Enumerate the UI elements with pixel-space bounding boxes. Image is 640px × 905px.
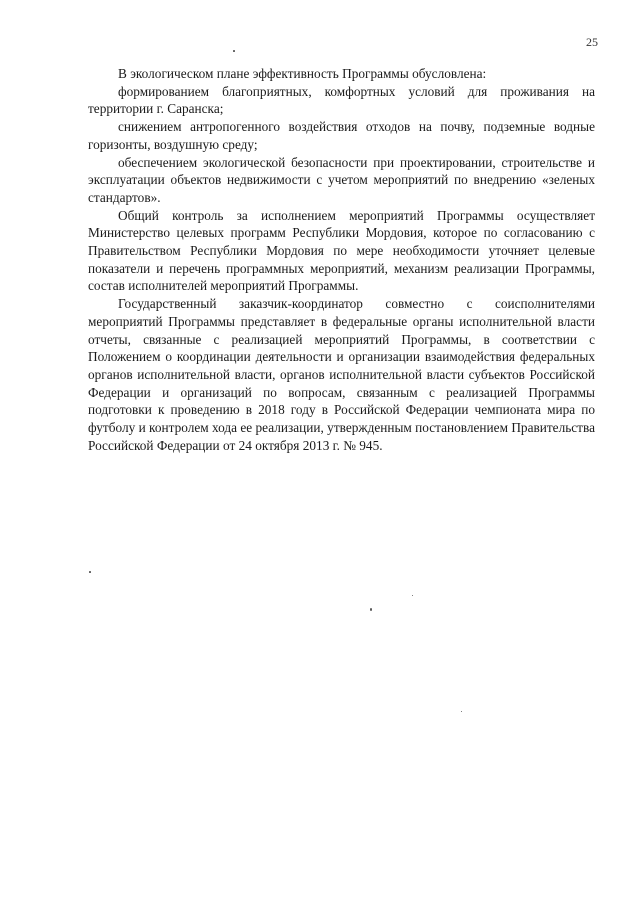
scan-speck	[412, 595, 413, 596]
scan-speck	[233, 50, 235, 52]
paragraph-reduced-impact: снижением антропогенного воздействия отходов на почву, подземные водные горизонты, воздушную среду;	[88, 119, 595, 152]
page-number: 25	[586, 35, 598, 49]
scan-speck	[461, 711, 462, 712]
paragraph-ecology-intro: В экологическом плане эффективность Программы обусловлена:	[118, 66, 487, 81]
paragraph-state-customer: Государственный заказчик-координатор совместно с соисполнителями мероприятий Программы представляет в федеральные органы исполнительной власти отчеты, связанные с реализацией мероприятий Программы, в соответствии с Положением о координации деятельности и организации взаимодействия федеральных органов исполнительной власти, органов исполнительной власти субъектов Российской Федерации и организаций по вопросам, связанным с реализацией Программы подготовки к проведению в 2018 году в Российской Федерации чемпионата мира по футболу и контролем хода ее реализации, утвержденным постановлением Правительства Российской Федерации от 24 октября 2013 г. № 945.	[88, 296, 595, 453]
scan-speck	[370, 608, 372, 611]
document-body	[88, 65, 595, 454]
paragraph-comfortable-conditions: формированием благоприятных, комфортных условий для проживания на территории г. Саранска;	[88, 83, 595, 117]
scan-speck	[89, 571, 91, 573]
paragraph-ecological-safety: обеспечением экологической безопасности при проектировании, строительстве и эксплуатации объектов недвижимости с учетом мероприятий по внедрению «зеленых стандартов».	[88, 154, 595, 205]
paragraph-general-control: Общий контроль за исполнением мероприятий Программы осуществляет Министерство целевых программ Республики Мордовия, которое по согласованию с Правительством Республики Мордовия по мере необходимости уточняет целевые показатели и перечень программных мероприятий, механизм реализации Программы, состав исполнителей мероприятий Программы.	[88, 207, 595, 294]
